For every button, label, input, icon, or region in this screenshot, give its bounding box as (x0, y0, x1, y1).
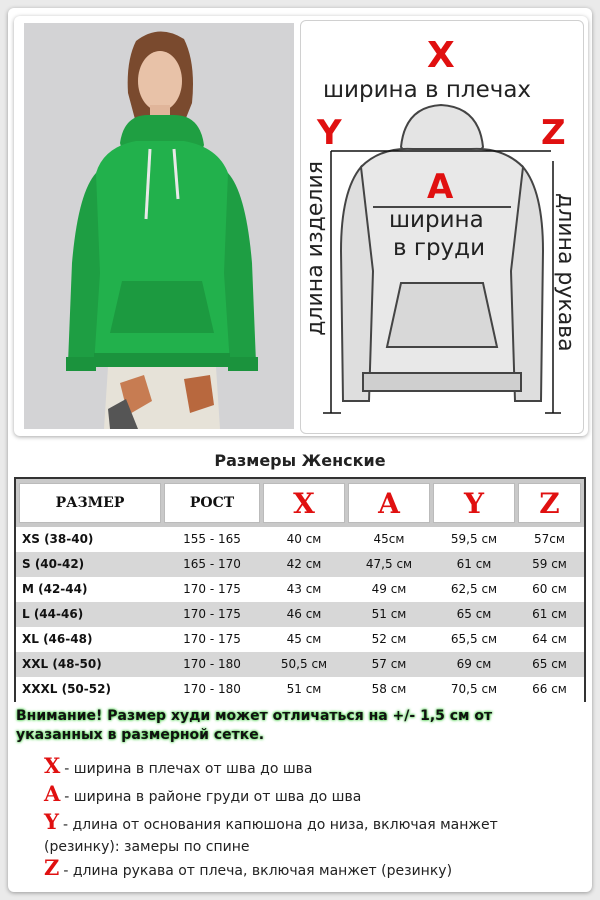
cell-a: 47,5 см (365, 557, 413, 571)
cell-height: 170 - 175 (183, 632, 241, 646)
cell-height: 165 - 170 (183, 557, 241, 571)
size-warning: Внимание! Размер худи может отличаться на +/- 1,5 см от указанных в размерной сетке. (16, 708, 493, 743)
header-a: A (348, 483, 430, 523)
cell-y: 59,5 см (450, 532, 498, 546)
cell-z: 66 см (532, 682, 567, 696)
cell-x: 46 см (286, 607, 322, 621)
legend-letter-x: X (44, 753, 61, 778)
legend-text-z: - длина рукава от плеча, включая манжет (резинку) (63, 863, 453, 879)
cell-y: 65,5 см (450, 632, 498, 646)
cell-a: 45см (373, 532, 405, 546)
cell-z: 59 см (532, 557, 567, 571)
cell-size: S (40-42) (22, 557, 85, 571)
cell-z: 65 см (532, 657, 567, 671)
header-x: X (263, 483, 345, 523)
header-y: Y (433, 483, 515, 523)
cell-height: 170 - 180 (183, 682, 241, 696)
size-table-title: Размеры Женские (214, 451, 386, 470)
table-row (16, 577, 584, 602)
y-label: Y (317, 113, 342, 153)
legend-item-x (44, 755, 564, 780)
cell-y: 69 см (456, 657, 492, 671)
cell-x: 42 см (286, 557, 322, 571)
cell-a: 57 см (371, 657, 407, 671)
cell-a: 49 см (371, 582, 407, 596)
chest-width-label-line1: ширина (389, 207, 484, 233)
cell-x: 45 см (286, 632, 322, 646)
cell-size: M (42-44) (22, 582, 88, 596)
header-z: Z (518, 483, 581, 523)
shoulder-width-label: ширина в плечах (323, 77, 532, 103)
cell-x: 43 см (286, 582, 322, 596)
cell-z: 61 см (532, 607, 567, 621)
cell-size: XXXL (50-52) (22, 682, 111, 696)
cell-height: 170 - 175 (183, 582, 241, 596)
measurement-diagram (300, 20, 584, 434)
cell-y: 61 см (456, 557, 492, 571)
cell-x: 50,5 см (280, 657, 328, 671)
header-height: РОСТ (164, 483, 260, 523)
table-row (16, 552, 584, 577)
legend-text-y: - длина от основания капюшона до низа, включая манжет (резинку): замеры по спине (44, 817, 498, 855)
table-row (16, 527, 584, 552)
a-label: A (427, 167, 454, 207)
cell-y: 62,5 см (450, 582, 498, 596)
cell-height: 170 - 180 (183, 657, 241, 671)
cell-a: 51 см (371, 607, 407, 621)
cell-x: 51 см (286, 682, 322, 696)
x-label: X (427, 35, 455, 76)
legend-letter-z: Z (44, 855, 60, 880)
cell-y: 65 см (456, 607, 492, 621)
size-table-header (16, 479, 584, 527)
hoodie-model-illustration (24, 23, 294, 429)
table-row (16, 652, 584, 677)
size-table (14, 477, 586, 702)
cell-a: 52 см (371, 632, 407, 646)
cell-z: 57см (534, 532, 565, 546)
cell-size: XXL (48-50) (22, 657, 102, 671)
cell-height: 170 - 175 (183, 607, 241, 621)
cell-size: XL (46-48) (22, 632, 93, 646)
cell-size: XS (38-40) (22, 532, 94, 546)
table-row (16, 602, 584, 627)
garment-length-label: длина изделия (303, 161, 328, 336)
legend-letter-a: A (44, 781, 61, 806)
cell-x: 40 см (286, 532, 322, 546)
model-photo (24, 23, 294, 429)
table-row (16, 627, 584, 652)
legend-letter-y: Y (44, 809, 59, 834)
cell-y: 70,5 см (450, 682, 498, 696)
chest-width-label-line2: в груди (393, 235, 486, 261)
cell-size: L (44-46) (22, 607, 84, 621)
header-size: РАЗМЕР (19, 483, 161, 523)
legend-text-x: - ширина в плечах от шва до шва (64, 761, 313, 777)
legend-item-y (44, 811, 564, 858)
legend-text-a: - ширина в районе груди от шва до шва (64, 789, 362, 805)
cell-height: 155 - 165 (183, 532, 241, 546)
cell-a: 58 см (371, 682, 407, 696)
legend-item-z (44, 857, 564, 882)
sleeve-length-label: длина рукава (553, 193, 578, 352)
legend-item-a (44, 783, 564, 808)
cell-z: 60 см (532, 582, 567, 596)
table-row (16, 677, 584, 702)
cell-z: 64 см (532, 632, 567, 646)
z-label: Z (541, 113, 566, 153)
